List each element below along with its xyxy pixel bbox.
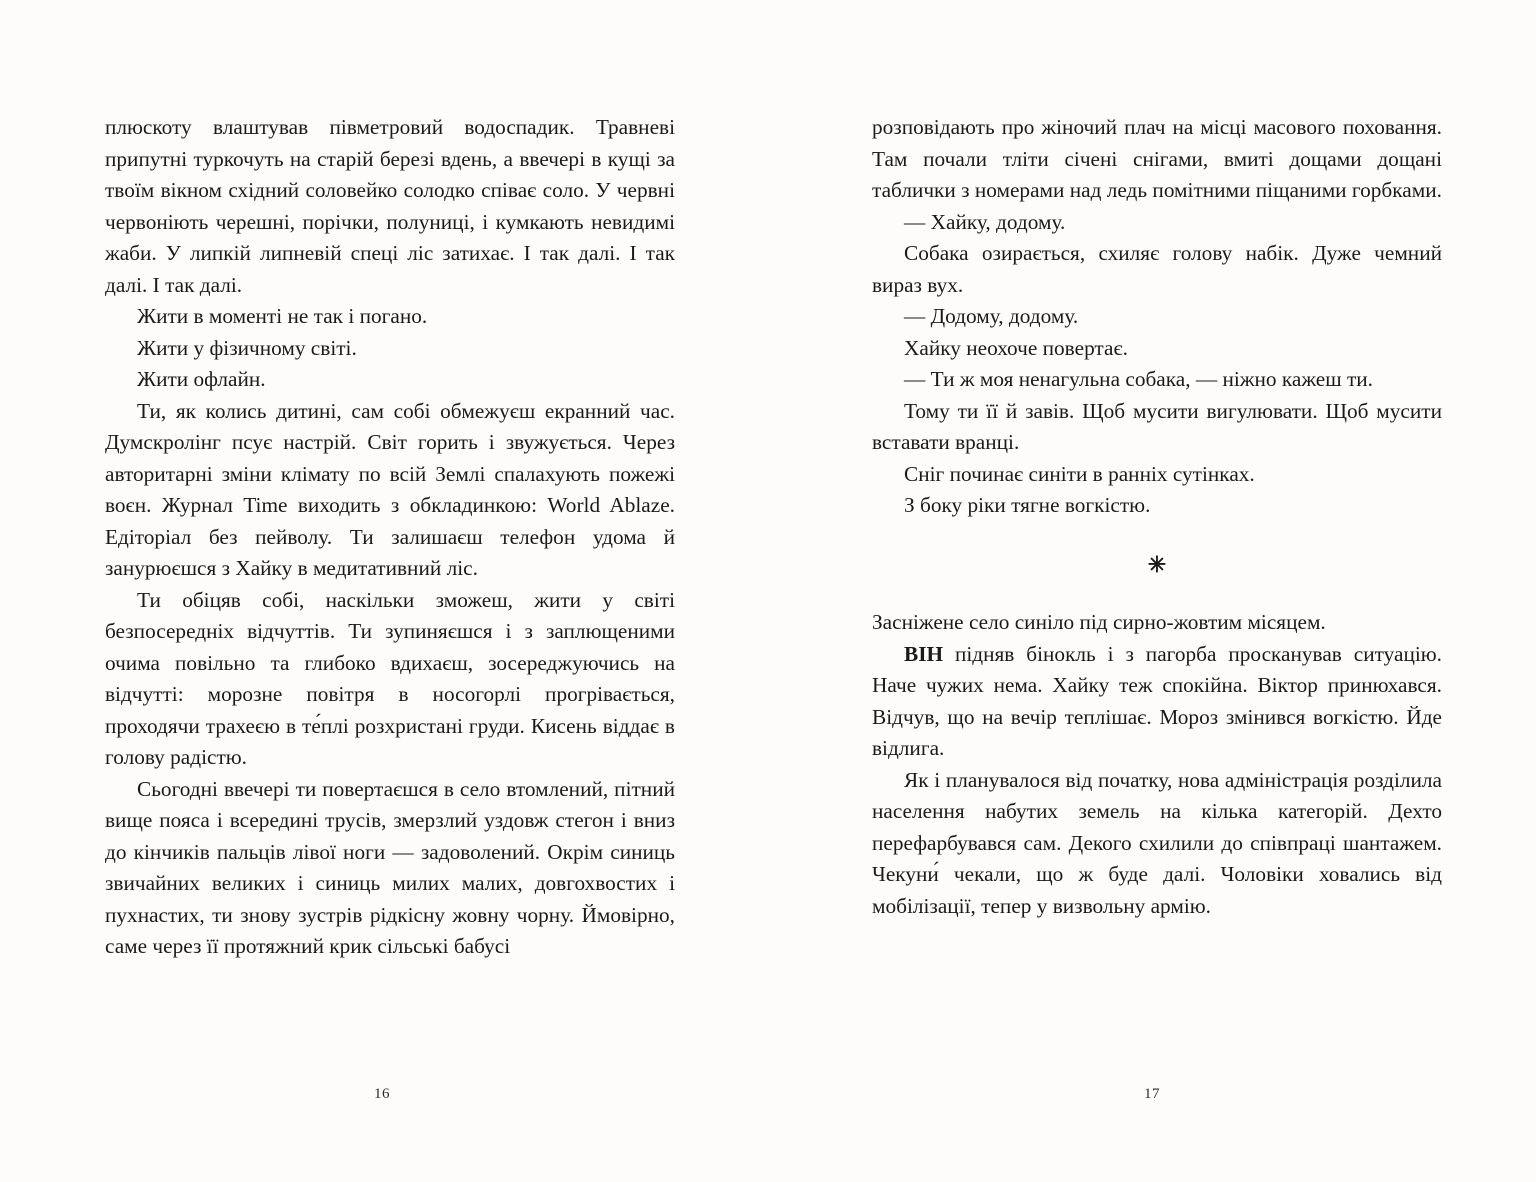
paragraph: Жити у фізичному світі. xyxy=(137,335,357,360)
paragraph: Собака озирається, схиляє голову набік. Дуже чемний вираз вух. xyxy=(872,241,1442,297)
paragraph: Жити в моменті не так і погано. xyxy=(137,304,428,328)
section-divider-asterisk: ✳ xyxy=(1147,551,1167,577)
paragraph-dialogue: — Хайку, додому. xyxy=(904,209,1066,234)
paragraph: Хайку неохоче повертає. xyxy=(904,335,1128,360)
text-column-left xyxy=(105,112,675,963)
page-right xyxy=(768,0,1536,1182)
paragraph-dialogue: — Ти ж моя ненагульна собака, — ніжно кажеш ти. xyxy=(904,367,1374,391)
paragraph: плюскоту влаштував півметровий водоспадик. Травневі припутні туркочуть на старій березі вдень, а ввечері в кущі за твоїм вікном східний соловейко солодко співає соло. У червні червоніють черешні, порічки, полуниці, і кумкають невидимі жаби. У липкій липневій спеці ліс затихає. І так далі. І так далі. І так далі. xyxy=(105,115,675,297)
paragraph: Ти обіцяв собі, наскільки зможеш, жити у світі безпосередніх відчуттів. Ти зупиняєшся і з заплющеними очима повільно та глибоко вдихаєш, зосереджуючись на відчутті: морозне повітря в носогорлі прогрівається, проходячи трахеєю в те́плі розхристані груди. Кисень віддає в голову радістю. xyxy=(105,587,675,769)
text-column-right xyxy=(872,112,1442,922)
paragraph: Жити офлайн. xyxy=(137,367,266,391)
paragraph: Тому ти її й завів. Щоб мусити вигулювати. Щоб мусити вставати вранці. xyxy=(872,398,1442,454)
paragraph: Сніг починає синіти в ранніх сутінках. xyxy=(904,461,1255,486)
paragraph-with-lead-bold xyxy=(872,639,1442,765)
paragraph-dialogue: — Додому, додому. xyxy=(904,304,1079,328)
page-number-left: 16 xyxy=(374,1086,390,1102)
page-number-right: 17 xyxy=(1144,1086,1160,1102)
paragraph: Засніжене село синіло під сирно-жовтим місяцем. xyxy=(872,610,1326,634)
paragraph-body: підняв бінокль і з пагорба просканував ситуацію. Наче чужих нема. Хайку теж спокійна. Віктор принюхався. Відчув, що на вечір теплішає. Мороз змінився вогкістю. Йде відлига. xyxy=(872,641,1442,760)
paragraph: розповідають про жіночий плач на місці масового поховання. Там почали тліти січені снігами, вмиті дощами дощані таблички з номерами над ледь помітними піщаними горбками. xyxy=(872,115,1442,202)
paragraph: З боку ріки тягне вогкістю. xyxy=(904,493,1151,517)
paragraph: Як і планувалося від початку, нова адміністрація розділила населення набутих земель на кілька категорій. Дехто перефарбувався сам. Декого схилили до співпраці шантажем. Чекуни́ чекали, що ж буде далі. Чоловіки ховались від мобілізації, тепер у визвольну армію. xyxy=(872,767,1442,918)
lead-bold-word: ВІН xyxy=(904,641,944,666)
paragraph: Сьогодні ввечері ти повертаєшся в село втомлений, пітний вище пояса і всередині трусів, змерзлий уздовж стегон і вниз до кінчиків пальців лівої ноги — задоволений. Окрім синиць звичайних великих і синиць милих малих, довгохвостих і пухнастих, ти знову зустрів рідкісну жовну чорну. Ймовірно, саме через її протяжний крик сільські бабусі xyxy=(105,776,675,958)
paragraph: Ти, як колись дитині, сам собі обмежуєш екранний час. Думскролінг псує настрій. Світ горить і звужується. Через авторитарні зміни клімату по всій Землі спалахують пожежі воєн. Журнал Time виходить з обкладинкою: World Ablaze. Едіторіал без пейволу. Ти залишаєш телефон удома й занурюєшся з Хайку в медитативний ліс. xyxy=(105,398,675,580)
